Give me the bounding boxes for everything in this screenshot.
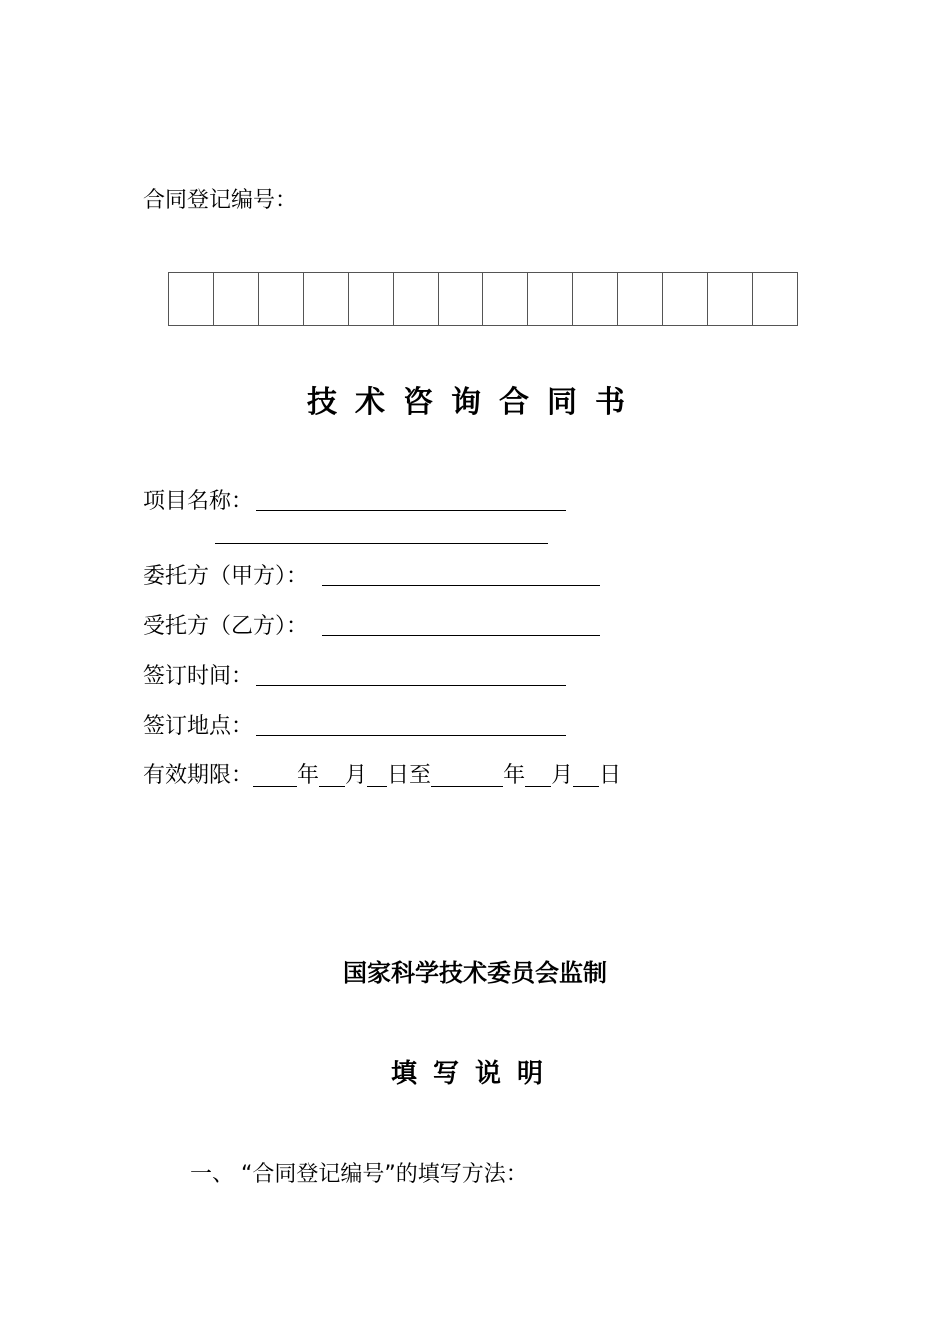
sign-time-line[interactable] — [256, 685, 566, 686]
sign-place-label: 签订地点： — [143, 714, 254, 739]
sign-place-line[interactable] — [256, 735, 566, 736]
instructions-title: 填写说明 — [390, 1059, 559, 1089]
validity-label: 有效期限： — [143, 763, 254, 788]
validity-year-text-2: 年 — [503, 763, 526, 788]
supervision-notice: 国家科学技术委员会监制 — [343, 959, 607, 987]
registration-number-box[interactable] — [349, 273, 394, 325]
validity-start-month-blank[interactable] — [319, 764, 345, 787]
validity-start-day-blank[interactable] — [367, 764, 387, 787]
registration-number-box[interactable] — [753, 273, 797, 325]
project-name-line-1[interactable] — [256, 510, 566, 511]
validity-month-text-1: 月 — [345, 763, 368, 788]
validity-period-row — [143, 762, 621, 790]
sign-time-label: 签订时间： — [143, 664, 254, 689]
registration-number-box[interactable] — [214, 273, 259, 325]
validity-year-text-1: 年 — [297, 763, 320, 788]
registration-number-box[interactable] — [618, 273, 663, 325]
validity-day-text-2: 日 — [599, 763, 622, 788]
validity-start-year-blank[interactable] — [253, 764, 297, 787]
project-name-line-2[interactable] — [215, 543, 548, 544]
registration-number-label: 合同登记编号： — [143, 188, 298, 213]
project-name-label: 项目名称： — [143, 489, 254, 514]
contract-title: 技术咨询合同书 — [307, 385, 643, 420]
registration-number-box[interactable] — [439, 273, 484, 325]
validity-end-day-blank[interactable] — [573, 764, 599, 787]
validity-month-text-2: 月 — [551, 763, 574, 788]
client-party-a-label: 委托方（甲方）： — [143, 564, 309, 589]
registration-number-box[interactable] — [663, 273, 708, 325]
consultant-party-b-line[interactable] — [322, 635, 600, 636]
client-party-a-line[interactable] — [322, 585, 600, 586]
registration-number-box[interactable] — [394, 273, 439, 325]
consultant-party-b-label: 受托方（乙方）： — [143, 614, 309, 639]
registration-number-box[interactable] — [304, 273, 349, 325]
registration-number-boxes[interactable] — [168, 272, 798, 326]
validity-end-month-blank[interactable] — [525, 764, 551, 787]
instructions-item-1: 一、 “合同登记编号”的填写方法： — [190, 1162, 528, 1187]
registration-number-box[interactable] — [708, 273, 753, 325]
registration-number-box[interactable] — [483, 273, 528, 325]
registration-number-box[interactable] — [528, 273, 573, 325]
registration-number-box[interactable] — [573, 273, 618, 325]
registration-number-box[interactable] — [169, 273, 214, 325]
validity-end-year-blank[interactable] — [431, 764, 503, 787]
registration-number-box[interactable] — [259, 273, 304, 325]
validity-day-to-text: 日至 — [387, 763, 432, 788]
